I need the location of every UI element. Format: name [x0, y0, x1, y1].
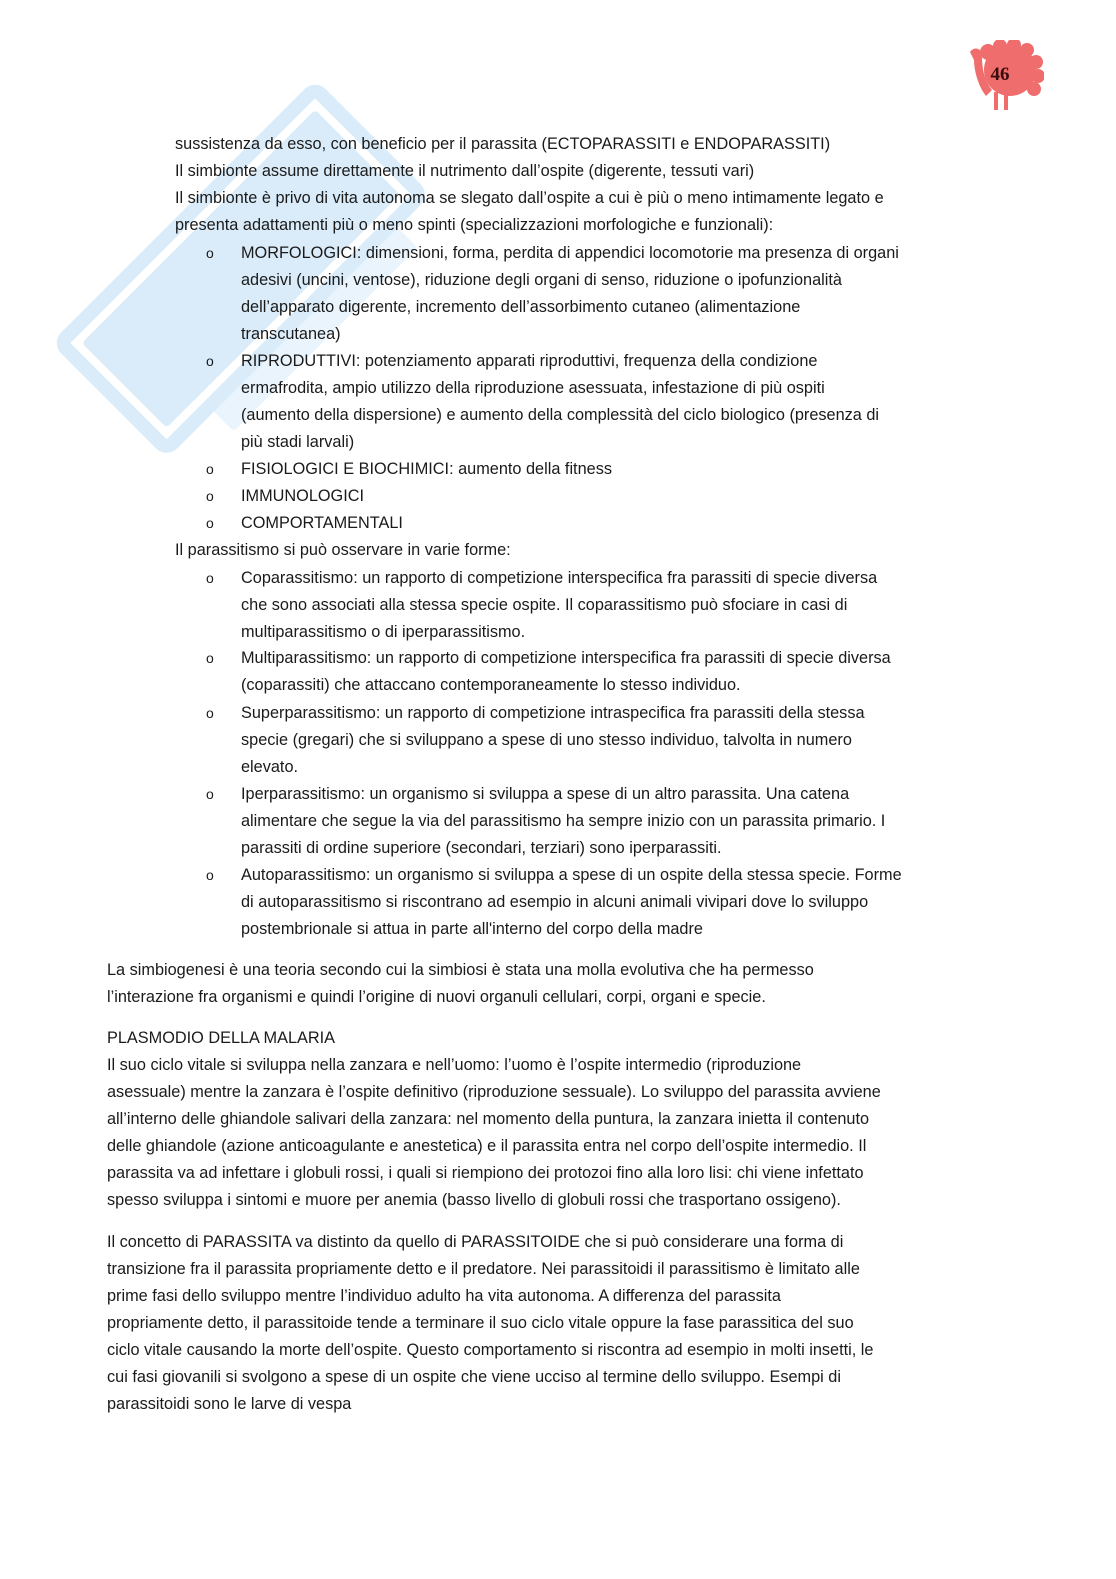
text-line: l’interazione fra organismi e quindi l’origine di nuovi organuli cellulari, corpi, organi e specie.	[107, 988, 766, 1006]
bullet-icon: o	[206, 570, 214, 586]
bullet-icon: o	[206, 461, 214, 477]
list-item-line: più stadi larvali)	[241, 433, 355, 451]
text-line: Il simbionte assume direttamente il nutrimento dall’ospite (digerente, tessuti vari)	[175, 162, 755, 180]
bullet-icon: o	[206, 245, 214, 261]
list-item-line: Autoparassitismo: un organismo si sviluppa a spese di un ospite della stessa specie. Forme	[241, 866, 902, 884]
list-item-line: Superparassitismo: un rapporto di competizione intraspecifica fra parassiti della stessa	[241, 704, 865, 722]
text-line: presenta adattamenti più o meno spinti (specializzazioni morfologiche e funzionali):	[175, 216, 774, 234]
list-item-line: IMMUNOLOGICI	[241, 487, 365, 505]
list-item-line: MORFOLOGICI: dimensioni, forma, perdita di appendici locomotorie ma presenza di organi	[241, 244, 899, 262]
list-item-line: alimentare che segue la via del parassitismo ha sempre inizio con un parassita primario. I	[241, 812, 886, 830]
list-item-line: multiparassitismo o di iperparassitismo.	[241, 623, 526, 641]
text-line: Il parassitismo si può osservare in varie forme:	[175, 541, 511, 559]
bullet-icon: o	[206, 515, 214, 531]
list-item-line: RIPRODUTTIVI: potenziamento apparati riproduttivi, frequenza della condizione	[241, 352, 818, 370]
list-item-line: Coparassitismo: un rapporto di competizione interspecifica fra parassiti di specie diversa	[241, 569, 878, 587]
list-item-line: Multiparassitismo: un rapporto di competizione interspecifica fra parassiti di specie diversa	[241, 649, 891, 667]
list-item-line: COMPORTAMENTALI	[241, 514, 403, 532]
text-line: all’interno delle ghiandole salivari della zanzara: nel momento della puntura, la zanzara inietta il contenuto	[107, 1110, 870, 1128]
text-line: sussistenza da esso, con beneficio per il parassita (ECTOPARASSITI e ENDOPARASSITI)	[175, 135, 831, 153]
text-line: Il concetto di PARASSITA va distinto da quello di PARASSITOIDE che si può considerare una forma di	[107, 1233, 844, 1251]
bullet-icon: o	[206, 786, 214, 802]
paragraph-parassitoide	[107, 1229, 1007, 1418]
list-item-line: dell’apparato digerente, incremento dell’assorbimento cutaneo (alimentazione	[241, 298, 801, 316]
section-heading: PLASMODIO DELLA MALARIA	[107, 1029, 336, 1047]
list-item-line: postembrionale si attua in parte all'interno del corpo della madre	[241, 920, 703, 938]
text-line: asessuale) mentre la zanzara è l’ospite definitivo (riproduzione sessuale). Lo sviluppo del parassita avviene	[107, 1083, 881, 1101]
bullet-icon: o	[206, 867, 214, 883]
text-line: transizione fra il parassita propriamente detto e il predatore. Nei parassitoidi il parassitismo è limitato alle	[107, 1260, 860, 1278]
paragraph-simbiogenesi	[107, 957, 1007, 1011]
text-line: delle ghiandole (azione anticoagulante e anestetica) e il parassita entra nel corpo dell’ospite intermedio. Il	[107, 1137, 867, 1155]
list-item-line: adesivi (uncini, ventose), riduzione degli organi di senso, riduzione o ipofunzionalità	[241, 271, 842, 289]
text-line: ciclo vitale causando la morte dell’ospite. Questo comportamento si riscontra ad esempio in molti insetti, le	[107, 1341, 874, 1359]
text-line: Il simbionte è privo di vita autonoma se slegato dall’ospite a cui è più o meno intimamente legato e	[175, 189, 884, 207]
list-item-line: Iperparassitismo: un organismo si sviluppa a spese di un altro parassita. Una catena	[241, 785, 850, 803]
text-line: Il suo ciclo vitale si sviluppa nella zanzara e nell’uomo: l’uomo è l’ospite intermedio (riproduzione	[107, 1056, 802, 1074]
text-line: prime fasi dello sviluppo mentre l’individuo adulto ha vita autonoma. A differenza del parassita	[107, 1287, 781, 1305]
list-item-line: parassiti di ordine superiore (secondari, terziari) sono iperparassiti.	[241, 839, 722, 857]
list-item-line: (aumento della dispersione) e aumento della complessità del ciclo biologico (presenza di	[241, 406, 880, 424]
list-item-line: specie (gregari) che si sviluppano a spese di uno stesso individuo, talvolta in numero	[241, 731, 852, 749]
list-item-line: FISIOLOGICI E BIOCHIMICI: aumento della fitness	[241, 460, 612, 478]
text-line: cui fasi giovanili si svolgono a spese di un ospite che viene ucciso al termine dello sviluppo. Esempi di	[107, 1368, 841, 1386]
list-item-line: elevato.	[241, 758, 299, 776]
text-line: La simbiogenesi è una teoria secondo cui la simbiosi è stata una molla evolutiva che ha permesso	[107, 961, 814, 979]
list-item-line: di autoparassitismo si riscontrano ad esempio in alcuni animali vivipari dove lo sviluppo	[241, 893, 869, 911]
list-item-line: ermafrodita, ampio utilizzo della riproduzione asessuata, infestazione di più ospiti	[241, 379, 825, 397]
list-item-line: transcutanea)	[241, 325, 341, 343]
text-line: propriamente detto, il parassitoide tende a terminare il suo ciclo vitale oppure la fase parassitica del suo	[107, 1314, 854, 1332]
text-line: parassita va ad infettare i globuli rossi, i quali si riempiono dei protozoi fino alla loro lisi: chi viene infettato	[107, 1164, 864, 1182]
list-item-line: che sono associati alla stessa specie ospite. Il coparassitismo può sfociare in casi di	[241, 596, 848, 614]
text-line: spesso sviluppa i sintomi e muore per anemia (basso livello di globuli rossi che trasportano ossigeno).	[107, 1191, 841, 1209]
list-item-line: (coparassiti) che attaccano contemporaneamente lo stesso individuo.	[241, 676, 741, 694]
section-malaria	[107, 1025, 1007, 1214]
text-line: parassitoidi sono le larve di vespa	[107, 1395, 352, 1413]
page-number: 46	[990, 64, 1010, 85]
bullet-icon: o	[206, 353, 214, 369]
bullet-icon: o	[206, 705, 214, 721]
bullet-icon: o	[206, 650, 214, 666]
bullet-icon: o	[206, 488, 214, 504]
